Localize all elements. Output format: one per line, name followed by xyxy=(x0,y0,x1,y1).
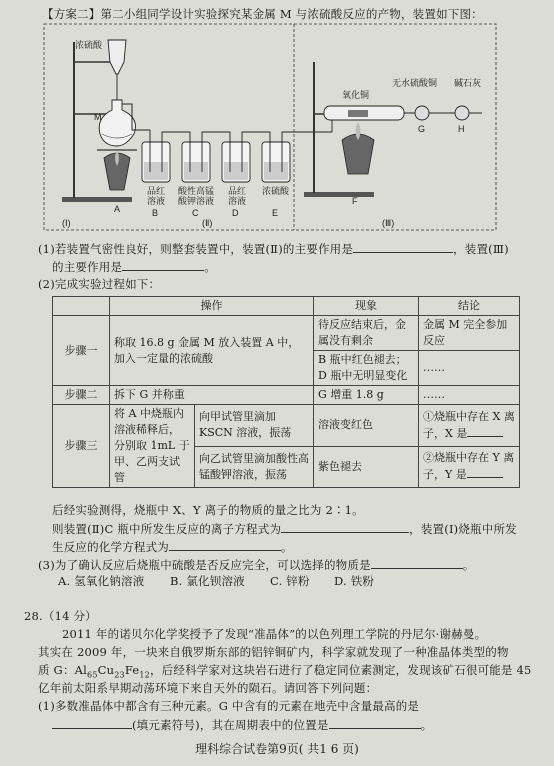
step1-label: 步骤一 xyxy=(53,316,110,386)
step1-phen2: B 瓶中红色褪去；D 瓶中无明显变化 xyxy=(314,351,419,386)
q28-sub-cu: 23 xyxy=(114,670,125,680)
label-anhydrous-cuso4: 无水硫酸铜 xyxy=(392,78,438,88)
label-b-content-1: 品红 xyxy=(147,186,166,196)
step3-phen-a: 溶液变红色 xyxy=(314,405,419,447)
q1-line2 xyxy=(52,259,216,274)
label-c-content-2: 酸钾溶液 xyxy=(178,196,215,206)
apparatus-figure xyxy=(42,22,502,236)
page-footer: 理科综合试卷第9页( 共1 6 页) xyxy=(195,742,359,756)
after-table-line2-end: ，装置(Ⅰ)烧瓶中所发 xyxy=(409,522,517,536)
q28-q1b xyxy=(52,717,432,732)
label-metal-m: M xyxy=(94,112,102,122)
q28-element-blank[interactable] xyxy=(52,717,132,729)
label-d-content-2: 溶液 xyxy=(228,196,247,206)
table-header-op: 操作 xyxy=(110,297,314,316)
label-c: C xyxy=(192,208,199,218)
q3-options xyxy=(58,574,374,588)
scheme-intro-text: 第二小组同学设计实验探究某金属 M 与浓硫酸反应的产物，装置如下图： xyxy=(100,7,483,21)
scheme-label: 【方案二】 xyxy=(42,7,101,21)
scheme-intro xyxy=(42,7,483,21)
label-copper-oxide: 氧化铜 xyxy=(342,90,370,100)
label-c-content-1: 酸性高锰 xyxy=(178,186,215,196)
step3-concl-b-text: ②烧瓶中存在 Y 离子，Y 是 xyxy=(423,451,515,482)
q3-option-d[interactable]: D. 铁粉 xyxy=(334,574,375,588)
label-b: B xyxy=(152,208,159,218)
label-d-content-1: 品红 xyxy=(228,186,247,196)
step2-label: 步骤二 xyxy=(53,386,110,405)
q3-blank[interactable] xyxy=(371,557,463,569)
table-header-phen: 现象 xyxy=(314,297,419,316)
after-table-line2-text: 则装置(Ⅱ)C 瓶中所发生反应的离子方程式为 xyxy=(52,522,282,536)
q1-line1-end: ，装置(Ⅲ) xyxy=(453,242,509,256)
ionic-equation-blank[interactable] xyxy=(281,521,409,533)
q28-p1: 2011 年的诺贝尔化学奖授予了发现“准晶体”的以色列理工学院的丹尼尔·谢赫曼。 xyxy=(62,627,487,641)
step1-concl2: …… xyxy=(419,351,520,386)
q2-intro: (2)完成实验过程如下： xyxy=(38,277,161,291)
x-ion-blank[interactable] xyxy=(467,425,503,437)
label-e: E xyxy=(272,208,279,218)
step3-op-a: 向甲试管里滴加 KSCN 溶液，振荡 xyxy=(195,405,314,447)
step1-concl1: 金属 M 完全参加反应 xyxy=(419,316,520,351)
label-soda-lime: 碱石灰 xyxy=(454,78,482,88)
label-part1: (Ⅰ) xyxy=(62,218,71,228)
label-e-content: 浓硫酸 xyxy=(262,186,290,196)
q1-line1 xyxy=(38,241,509,256)
q3-line1-text: (3)为了确认反应后烧瓶中硫酸是否反应完全，可以选择的物质是 xyxy=(38,558,371,572)
q28-title: 28.（14 分） xyxy=(24,609,97,623)
label-f: F xyxy=(352,196,358,206)
label-part2: (Ⅱ) xyxy=(202,218,213,228)
q3-option-c[interactable]: C. 锌粉 xyxy=(270,574,310,588)
after-table-line3-end: 。 xyxy=(281,540,293,554)
after-table-line1: 后经实验测得，烧瓶中 X、Y 离子的物质的量之比为 2∶1。 xyxy=(52,503,364,517)
step2-op: 拆下 G 并称重 xyxy=(110,386,314,405)
q28-p4: 亿年前太阳系早期动荡环境下来自天外的陨石。请回答下列问题： xyxy=(38,681,378,695)
label-part3: (Ⅲ) xyxy=(382,218,395,228)
q1-blank1[interactable] xyxy=(353,241,453,253)
experiment-table xyxy=(52,296,520,488)
q1-line2-text: 的主要作用是 xyxy=(52,260,123,274)
chem-equation-blank[interactable] xyxy=(169,539,281,551)
q28-sub-al: 65 xyxy=(87,670,98,680)
q28-q1b-text: (填元素符号)，其在周期表中的位置是 xyxy=(132,718,329,732)
table-header-concl: 结论 xyxy=(419,297,520,316)
q28-q1b-end: 。 xyxy=(420,718,433,732)
label-a: A xyxy=(114,204,121,214)
q28-q1a-text: (1)多数准晶体中都含有三种元素。G 中含有的元素在地壳中含量最高的是 xyxy=(38,699,420,713)
q3-option-b[interactable]: B. 氯化钡溶液 xyxy=(170,574,245,588)
wash-bottles xyxy=(142,114,332,182)
q28-p2: 其实在 2009 年，一块来自俄罗斯东部的铝锌铜矿内，科学家就发现了一种准晶体类型的物 xyxy=(38,645,509,659)
step3-op-b: 向乙试管里滴加酸性高锰酸钾溶液，振荡 xyxy=(195,446,314,488)
q28-p3-text-b: Cu xyxy=(97,663,115,677)
after-table-line3 xyxy=(52,539,293,554)
step3-phen-b: 紫色褪去 xyxy=(314,446,419,488)
step1-op: 称取 16.8 g 金属 M 放入装置 A 中，加入一定量的浓硫酸 xyxy=(110,316,314,386)
step3-concl-a-text: ①烧瓶中存在 X 离子，X 是 xyxy=(423,409,515,440)
table-header-blank xyxy=(53,297,110,316)
q3-line1-end: 。 xyxy=(462,558,475,572)
q28-position-blank[interactable] xyxy=(329,717,421,729)
after-table-line3-text: 生反应的化学方程式为 xyxy=(52,540,169,554)
q28-sub-fe: 12 xyxy=(139,670,150,680)
q1-line1-text: (1)若装置气密性良好，则整套装置中，装置(Ⅱ)的主要作用是 xyxy=(38,242,354,256)
q1-blank2[interactable] xyxy=(122,259,204,271)
step3-op-main: 将 A 中烧瓶内溶液稀释后，分别取 1mL 于甲、乙两支试管 xyxy=(110,405,195,488)
q28-p3-text-c: Fe xyxy=(124,663,140,677)
step3-concl-a xyxy=(419,405,520,447)
label-d: D xyxy=(232,208,239,218)
q28-p3 xyxy=(38,663,532,682)
label-b-content-2: 溶液 xyxy=(147,196,166,206)
q3-option-a[interactable]: A. 氢氧化钠溶液 xyxy=(58,574,145,588)
label-g: G xyxy=(418,124,426,134)
step3-label: 步骤三 xyxy=(53,405,110,488)
label-conc-acid: 浓硫酸 xyxy=(74,40,102,50)
q1-line2-end: 。 xyxy=(204,260,216,274)
y-ion-blank[interactable] xyxy=(467,466,503,478)
step2-phen: G 增重 1.8 g xyxy=(314,386,419,405)
q3-line1 xyxy=(38,557,475,572)
label-h: H xyxy=(458,124,465,134)
q28-q1a xyxy=(38,699,419,713)
q28-p3-text-a: 质 G：Al xyxy=(38,663,88,677)
step3-concl-b xyxy=(419,446,520,488)
step1-phen1: 待反应结束后，金属没有剩余 xyxy=(314,316,419,351)
step2-concl: …… xyxy=(419,386,520,405)
q28-p3-text-d: ，后经科学家对这块岩石进行了稳定同位素测定，发现该矿石很可能是 45 xyxy=(149,663,532,677)
after-table-line2 xyxy=(52,521,517,536)
